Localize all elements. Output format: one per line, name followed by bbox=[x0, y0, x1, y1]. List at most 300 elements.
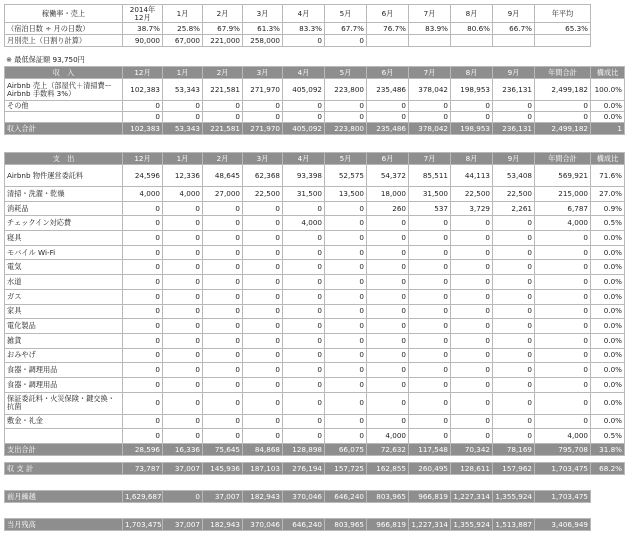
balance-table bbox=[4, 462, 625, 475]
income-total-row-cell: 235,486 bbox=[367, 123, 409, 135]
expense-row-cell: 27.0% bbox=[591, 187, 625, 202]
income-row-cell: 235,486 bbox=[367, 79, 409, 101]
expense-header-row-cell: 8月 bbox=[451, 153, 493, 165]
expense-row-label: モバイル Wi-Fi bbox=[5, 245, 123, 260]
income-total-row-cell: 271,970 bbox=[243, 123, 283, 135]
balance-row-label: 収 支 計 bbox=[5, 463, 123, 475]
expense-row-cell: 0 bbox=[203, 275, 243, 290]
income-row-cell: 0 bbox=[283, 112, 325, 123]
income-row-cell: 0 bbox=[325, 112, 367, 123]
expense-row-cell: 0 bbox=[367, 333, 409, 348]
expense-row-cell: 0 bbox=[283, 245, 325, 260]
expense-row-cell: 0 bbox=[493, 319, 535, 334]
income-row-label bbox=[5, 112, 123, 123]
expense-row-cell: 0 bbox=[283, 392, 325, 414]
income-row bbox=[5, 79, 625, 101]
expense-row-cell: 0 bbox=[367, 363, 409, 378]
expense-row-cell: 0 bbox=[123, 289, 163, 304]
previous-carryover-table bbox=[4, 490, 625, 503]
expense-row-label: 電気 bbox=[5, 260, 123, 275]
expense-row-cell: 0 bbox=[325, 414, 367, 429]
expense-row-cell: 0 bbox=[243, 260, 283, 275]
expense-row-cell: 0.0% bbox=[591, 245, 625, 260]
occupancy-row-cell: 25.8% bbox=[163, 23, 203, 35]
expense-row-cell: 0 bbox=[123, 216, 163, 231]
expense-row-cell: 0 bbox=[203, 289, 243, 304]
expense-row-cell: 0 bbox=[123, 348, 163, 363]
min-guarantee-note: ※ 最低保証額 93,750円 bbox=[6, 55, 85, 64]
expense-total-row-label: 支出合計 bbox=[5, 444, 123, 456]
previous-carryover-row-cell: 37,007 bbox=[203, 491, 243, 503]
expense-row-cell: 0 bbox=[325, 216, 367, 231]
balance-row-cell: 73,787 bbox=[123, 463, 163, 475]
current-carryover-row-cell: 1,227,314 bbox=[409, 519, 451, 531]
expense-row bbox=[5, 333, 625, 348]
current-carryover-row-cell: 1,513,887 bbox=[493, 519, 535, 531]
expense-row-cell: 0 bbox=[203, 231, 243, 246]
expense-total-row-cell: 128,898 bbox=[283, 444, 325, 456]
expense-row-cell: 0 bbox=[493, 289, 535, 304]
expense-row-cell: 24,596 bbox=[123, 165, 163, 187]
expense-row-cell: 0 bbox=[325, 392, 367, 414]
expense-row-cell: 0 bbox=[535, 392, 591, 414]
previous-carryover-row-cell: 1,629,687 bbox=[123, 491, 163, 503]
expense-row-cell: 0 bbox=[535, 231, 591, 246]
expense-row-cell: 0 bbox=[123, 414, 163, 429]
expense-row-cell: 0 bbox=[203, 429, 243, 444]
expense-header-row-cell: 9月 bbox=[493, 153, 535, 165]
expense-row-label: 食器・調理用品 bbox=[5, 377, 123, 392]
expense-row-cell: 0 bbox=[535, 289, 591, 304]
expense-row-cell: 0 bbox=[283, 333, 325, 348]
expense-header-row-cell: 4月 bbox=[283, 153, 325, 165]
expense-row-label: おみやげ bbox=[5, 348, 123, 363]
expense-row-cell: 0 bbox=[283, 231, 325, 246]
balance-row-cell: 145,936 bbox=[203, 463, 243, 475]
expense-row-cell: 0 bbox=[367, 216, 409, 231]
expense-row-cell: 0 bbox=[535, 348, 591, 363]
income-header-row-cell: 4月 bbox=[283, 67, 325, 79]
expense-row-cell: 0 bbox=[283, 275, 325, 290]
expense-row-cell: 0 bbox=[203, 304, 243, 319]
expense-row-cell: 4,000 bbox=[367, 429, 409, 444]
expense-row bbox=[5, 201, 625, 216]
income-header-row-cell: 5月 bbox=[325, 67, 367, 79]
expense-row-cell: 0 bbox=[123, 429, 163, 444]
expense-row bbox=[5, 319, 625, 334]
expense-row-label: 電化製品 bbox=[5, 319, 123, 334]
income-total-row-cell: 2,499,182 bbox=[535, 123, 591, 135]
occupancy-row-cell: 221,000 bbox=[203, 35, 243, 47]
expense-row-cell: 0.0% bbox=[591, 289, 625, 304]
occupancy-row-cell: 38.7% bbox=[123, 23, 163, 35]
expense-row-cell: 0 bbox=[243, 319, 283, 334]
expense-row-cell: 0.0% bbox=[591, 275, 625, 290]
expense-row-cell: 0 bbox=[367, 289, 409, 304]
expense-row-cell: 0 bbox=[163, 333, 203, 348]
income-row-cell: 0.0% bbox=[591, 112, 625, 123]
occupancy-header-cell: 3月 bbox=[243, 5, 283, 23]
income-header-row-cell: 7月 bbox=[409, 67, 451, 79]
expense-row-cell: 0 bbox=[409, 216, 451, 231]
expense-row-cell: 0 bbox=[203, 377, 243, 392]
occupancy-header-cell: 年平均 bbox=[535, 5, 591, 23]
previous-carryover-row-cell: 646,240 bbox=[325, 491, 367, 503]
occupancy-header-cell: 7月 bbox=[409, 5, 451, 23]
balance-row-cell: 128,611 bbox=[451, 463, 493, 475]
income-total-row-cell: 53,343 bbox=[163, 123, 203, 135]
expense-row-cell: 0 bbox=[203, 245, 243, 260]
occupancy-row-label: 月別売上（日割り計算） bbox=[5, 35, 123, 47]
expense-row bbox=[5, 275, 625, 290]
expense-row-cell: 0 bbox=[409, 231, 451, 246]
occupancy-row bbox=[5, 35, 625, 47]
expense-row-cell: 0 bbox=[493, 231, 535, 246]
expense-row-cell: 0 bbox=[163, 201, 203, 216]
expense-row-cell: 0 bbox=[163, 363, 203, 378]
expense-row-cell: 0 bbox=[409, 414, 451, 429]
expense-row-cell: 0 bbox=[243, 201, 283, 216]
expense-row-cell: 0 bbox=[243, 363, 283, 378]
expense-row-label: 食器・調理用品 bbox=[5, 363, 123, 378]
expense-row-cell: 85,511 bbox=[409, 165, 451, 187]
expense-total-row-cell: 795,708 bbox=[535, 444, 591, 456]
expense-row-cell: 54,372 bbox=[367, 165, 409, 187]
income-row-cell: 0 bbox=[451, 112, 493, 123]
expense-row-cell: 0 bbox=[283, 414, 325, 429]
occupancy-row-cell: 90,000 bbox=[123, 35, 163, 47]
expense-row-cell: 0 bbox=[203, 363, 243, 378]
occupancy-row-cell bbox=[535, 35, 591, 47]
expense-total-row-cell: 84,868 bbox=[243, 444, 283, 456]
expense-row-cell: 0 bbox=[451, 392, 493, 414]
expense-row-cell: 0 bbox=[451, 363, 493, 378]
occupancy-row bbox=[5, 23, 625, 35]
expense-row-cell: 22,500 bbox=[451, 187, 493, 202]
expense-row-cell: 0 bbox=[493, 414, 535, 429]
expense-row-cell: 0 bbox=[451, 429, 493, 444]
expense-row-cell: 0.5% bbox=[591, 216, 625, 231]
expense-row-cell: 0.0% bbox=[591, 304, 625, 319]
expense-row-cell: 93,398 bbox=[283, 165, 325, 187]
expense-row-cell: 0 bbox=[493, 392, 535, 414]
expense-row-cell: 0 bbox=[409, 377, 451, 392]
expense-row bbox=[5, 377, 625, 392]
previous-carryover-row-cell: 1,703,475 bbox=[535, 491, 591, 503]
income-row-cell: 0 bbox=[123, 101, 163, 112]
expense-row bbox=[5, 289, 625, 304]
expense-row-cell: 569,921 bbox=[535, 165, 591, 187]
income-total-row-cell: 1 bbox=[591, 123, 625, 135]
current-carryover-row bbox=[5, 519, 625, 531]
expense-row-cell: 31,500 bbox=[283, 187, 325, 202]
expense-row-cell: 0 bbox=[163, 231, 203, 246]
expense-row-cell: 0.0% bbox=[591, 392, 625, 414]
expense-row-cell: 0 bbox=[325, 363, 367, 378]
expense-row-cell: 0 bbox=[163, 377, 203, 392]
income-total-row-cell: 236,131 bbox=[493, 123, 535, 135]
income-row-cell: 0 bbox=[203, 101, 243, 112]
income-row-cell: 2,499,182 bbox=[535, 79, 591, 101]
occupancy-row-cell bbox=[409, 35, 451, 47]
expense-row-cell: 0 bbox=[535, 414, 591, 429]
expense-row-cell: 4,000 bbox=[535, 216, 591, 231]
expense-row-cell: 0 bbox=[243, 231, 283, 246]
income-row-cell: 0 bbox=[535, 112, 591, 123]
balance-row-cell: 260,495 bbox=[409, 463, 451, 475]
expense-row-cell: 0 bbox=[203, 201, 243, 216]
expense-row-cell: 0 bbox=[243, 216, 283, 231]
expense-row-cell: 0 bbox=[203, 414, 243, 429]
current-carryover-row-cell: 37,007 bbox=[163, 519, 203, 531]
expense-row-cell: 0 bbox=[367, 231, 409, 246]
expense-row-cell: 0 bbox=[283, 201, 325, 216]
expense-row-cell: 0 bbox=[123, 304, 163, 319]
expense-row-cell: 0 bbox=[283, 348, 325, 363]
income-row-cell: 0 bbox=[283, 101, 325, 112]
expense-row-cell: 0 bbox=[243, 377, 283, 392]
expense-row-cell: 0 bbox=[325, 260, 367, 275]
previous-carryover-row-cell: 0 bbox=[163, 491, 203, 503]
balance-row-cell: 157,725 bbox=[325, 463, 367, 475]
income-row-cell: 0 bbox=[493, 112, 535, 123]
current-carryover-row-cell: 370,046 bbox=[243, 519, 283, 531]
income-header-row-cell: 6月 bbox=[367, 67, 409, 79]
income-total-row-cell: 378,042 bbox=[409, 123, 451, 135]
expense-row-label: Airbnb 物件運営委託料 bbox=[5, 165, 123, 187]
expense-row-cell: 0.0% bbox=[591, 377, 625, 392]
expense-row-cell: 0 bbox=[325, 429, 367, 444]
expense-row-cell: 4,000 bbox=[123, 187, 163, 202]
expense-row-cell: 0 bbox=[203, 260, 243, 275]
income-total-row-cell: 198,953 bbox=[451, 123, 493, 135]
current-carryover-row-cell: 1,355,924 bbox=[451, 519, 493, 531]
current-carryover-row-cell: 3,406,949 bbox=[535, 519, 591, 531]
expense-row-cell: 22,500 bbox=[243, 187, 283, 202]
expense-row-cell: 0 bbox=[123, 333, 163, 348]
expense-row-cell: 0 bbox=[283, 289, 325, 304]
occupancy-row-cell: 61.3% bbox=[243, 23, 283, 35]
income-row-cell: 0 bbox=[535, 101, 591, 112]
expense-row-cell: 0 bbox=[451, 333, 493, 348]
expense-row-cell: 0 bbox=[283, 319, 325, 334]
expense-row-cell: 0 bbox=[409, 245, 451, 260]
expense-row-cell: 0 bbox=[493, 363, 535, 378]
expense-row bbox=[5, 414, 625, 429]
previous-carryover-row-cell: 966,819 bbox=[409, 491, 451, 503]
expense-row-cell: 0 bbox=[123, 363, 163, 378]
income-row-cell: 271,970 bbox=[243, 79, 283, 101]
expense-row-cell: 0 bbox=[367, 275, 409, 290]
expense-row-cell: 0 bbox=[325, 201, 367, 216]
expense-row-cell: 13,500 bbox=[325, 187, 367, 202]
expense-row-cell: 0.0% bbox=[591, 319, 625, 334]
expense-row-cell: 0 bbox=[367, 392, 409, 414]
income-total-row-cell: 405,092 bbox=[283, 123, 325, 135]
expense-row-cell: 0 bbox=[535, 245, 591, 260]
expense-row-cell: 0 bbox=[325, 304, 367, 319]
expense-row-cell: 0 bbox=[409, 429, 451, 444]
expense-row-cell: 22,500 bbox=[493, 187, 535, 202]
expense-row-label: 消耗品 bbox=[5, 201, 123, 216]
expense-total-row-cell: 28,596 bbox=[123, 444, 163, 456]
expense-row-label: 敷金・礼金 bbox=[5, 414, 123, 429]
expense-row-cell: 0 bbox=[243, 275, 283, 290]
income-row-cell: 0 bbox=[409, 101, 451, 112]
income-total-row-cell: 102,383 bbox=[123, 123, 163, 135]
income-header-row-label: 収 入 bbox=[5, 67, 123, 79]
occupancy-header-row bbox=[5, 5, 625, 23]
current-carryover-row-cell: 1,703,475 bbox=[123, 519, 163, 531]
occupancy-header-cell: 2月 bbox=[203, 5, 243, 23]
expense-row-cell: 0 bbox=[409, 275, 451, 290]
expense-row-cell: 0 bbox=[493, 377, 535, 392]
occupancy-row-cell bbox=[451, 35, 493, 47]
expense-row-cell: 0 bbox=[367, 304, 409, 319]
expense-row-cell: 62,368 bbox=[243, 165, 283, 187]
expense-row-cell: 12,336 bbox=[163, 165, 203, 187]
expense-row-cell: 0 bbox=[325, 245, 367, 260]
occupancy-header-cell: 4月 bbox=[283, 5, 325, 23]
expense-row bbox=[5, 363, 625, 378]
previous-carryover-row-cell: 182,943 bbox=[243, 491, 283, 503]
expense-header-row-cell: 7月 bbox=[409, 153, 451, 165]
occupancy-header-cell bbox=[591, 5, 625, 23]
expense-row-cell: 53,408 bbox=[493, 165, 535, 187]
expense-total-row-cell: 75,645 bbox=[203, 444, 243, 456]
expense-row-cell: 0 bbox=[243, 245, 283, 260]
expense-row-cell: 0 bbox=[409, 260, 451, 275]
income-row-cell: 0 bbox=[243, 101, 283, 112]
previous-carryover-row-cell: 1,227,314 bbox=[451, 491, 493, 503]
expense-row-cell: 0 bbox=[535, 304, 591, 319]
expense-row-cell: 0 bbox=[163, 289, 203, 304]
occupancy-row-cell: 0 bbox=[283, 35, 325, 47]
expense-row-cell: 0 bbox=[493, 275, 535, 290]
expense-header-row-label: 支 出 bbox=[5, 153, 123, 165]
expense-total-row-cell: 78,169 bbox=[493, 444, 535, 456]
expense-row-cell: 0 bbox=[325, 377, 367, 392]
income-header-row-cell: 年間合計 bbox=[535, 67, 591, 79]
occupancy-row-cell: 258,000 bbox=[243, 35, 283, 47]
expense-header-row-cell: 3月 bbox=[243, 153, 283, 165]
expense-row-label: チェックイン対応費 bbox=[5, 216, 123, 231]
expense-row bbox=[5, 392, 625, 414]
previous-carryover-row-cell: 1,355,924 bbox=[493, 491, 535, 503]
expense-row-cell: 0 bbox=[493, 304, 535, 319]
previous-carryover-row-cell: 370,046 bbox=[283, 491, 325, 503]
expense-row-cell: 0 bbox=[325, 348, 367, 363]
occupancy-row-cell: 65.3% bbox=[535, 23, 591, 35]
expense-row-cell: 0 bbox=[367, 348, 409, 363]
balance-row-cell: 162,855 bbox=[367, 463, 409, 475]
income-row-cell: 0 bbox=[367, 101, 409, 112]
income-total-row-cell: 223,800 bbox=[325, 123, 367, 135]
current-carryover-row-cell: 966,819 bbox=[367, 519, 409, 531]
expense-row-cell: 0 bbox=[123, 231, 163, 246]
occupancy-row-cell: 66.7% bbox=[493, 23, 535, 35]
expense-row-cell: 0 bbox=[123, 392, 163, 414]
income-row-cell: 100.0% bbox=[591, 79, 625, 101]
expense-row bbox=[5, 216, 625, 231]
income-row-cell: 53,343 bbox=[163, 79, 203, 101]
expense-row-cell: 260 bbox=[367, 201, 409, 216]
balance-row-cell: 187,103 bbox=[243, 463, 283, 475]
expense-row-cell: 0 bbox=[451, 304, 493, 319]
expense-row-cell: 0 bbox=[451, 216, 493, 231]
expense-row-cell: 0 bbox=[163, 245, 203, 260]
previous-carryover-row-cell: 803,965 bbox=[367, 491, 409, 503]
expense-row-label: 清掃・洗濯・乾燥 bbox=[5, 187, 123, 202]
income-total-row bbox=[5, 123, 625, 135]
balance-row-cell: 37,007 bbox=[163, 463, 203, 475]
previous-carryover-row-label: 前月繰越 bbox=[5, 491, 123, 503]
expense-row-cell: 4,000 bbox=[535, 429, 591, 444]
expense-row-cell: 52,575 bbox=[325, 165, 367, 187]
expense-row-cell: 0 bbox=[243, 333, 283, 348]
expense-row-cell: 31,500 bbox=[409, 187, 451, 202]
income-row-cell: 102,383 bbox=[123, 79, 163, 101]
current-carryover-row-cell: 646,240 bbox=[283, 519, 325, 531]
income-row-cell: 0.0% bbox=[591, 101, 625, 112]
expense-row-cell: 0 bbox=[367, 260, 409, 275]
expense-row-cell: 0 bbox=[203, 348, 243, 363]
expense-row-label: 保証委託料・火災保険・鍵交換・抗菌 bbox=[5, 392, 123, 414]
occupancy-header-cell: 5月 bbox=[325, 5, 367, 23]
expense-row-cell: 0 bbox=[409, 392, 451, 414]
expense-row-cell: 0 bbox=[163, 429, 203, 444]
income-header-row-cell: 12月 bbox=[123, 67, 163, 79]
income-row bbox=[5, 101, 625, 112]
income-row-cell: 0 bbox=[493, 101, 535, 112]
income-total-row-label: 収入合計 bbox=[5, 123, 123, 135]
expense-row-cell: 0 bbox=[409, 333, 451, 348]
occupancy-row-cell bbox=[591, 23, 625, 35]
expense-row-label: ガス bbox=[5, 289, 123, 304]
expense-row-cell: 0 bbox=[163, 319, 203, 334]
income-total-row-cell: 221,581 bbox=[203, 123, 243, 135]
expense-row bbox=[5, 260, 625, 275]
expense-row-cell: 0 bbox=[243, 289, 283, 304]
expense-row-cell: 0 bbox=[243, 392, 283, 414]
expense-row-cell: 0 bbox=[163, 348, 203, 363]
expense-row-cell: 0 bbox=[451, 319, 493, 334]
expense-row bbox=[5, 245, 625, 260]
expense-row-cell: 0.0% bbox=[591, 348, 625, 363]
expense-row-cell: 0 bbox=[451, 275, 493, 290]
expense-row-cell: 0 bbox=[409, 319, 451, 334]
expense-row-cell: 0.0% bbox=[591, 260, 625, 275]
expense-row bbox=[5, 187, 625, 202]
expense-row-cell: 0 bbox=[243, 304, 283, 319]
occupancy-row-cell bbox=[591, 35, 625, 47]
expense-row-cell: 0.0% bbox=[591, 231, 625, 246]
income-header-row bbox=[5, 67, 625, 79]
expense-row-cell: 0 bbox=[325, 275, 367, 290]
expense-row-cell: 0 bbox=[409, 363, 451, 378]
expense-row-cell: 0 bbox=[451, 414, 493, 429]
income-row-cell: 378,042 bbox=[409, 79, 451, 101]
expense-row-cell: 0 bbox=[163, 414, 203, 429]
expense-row-cell: 0 bbox=[451, 260, 493, 275]
expense-header-row-cell: 構成比 bbox=[591, 153, 625, 165]
expense-row bbox=[5, 348, 625, 363]
income-row-cell: 198,953 bbox=[451, 79, 493, 101]
expense-row-cell: 0 bbox=[451, 377, 493, 392]
occupancy-row-cell: 80.6% bbox=[451, 23, 493, 35]
expense-row-cell: 0 bbox=[493, 216, 535, 231]
expense-row-cell: 0 bbox=[493, 333, 535, 348]
